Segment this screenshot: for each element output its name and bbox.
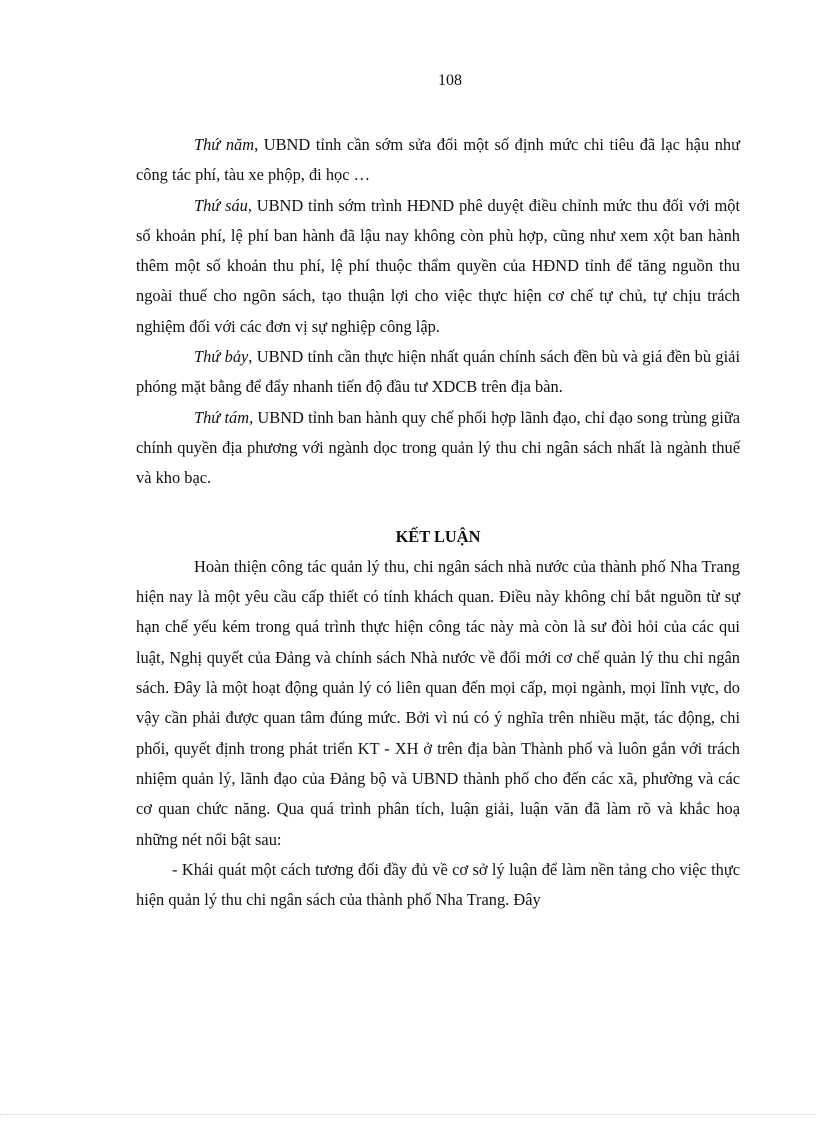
recommendation-paragraph-5 [136, 130, 740, 191]
recommendation-text: , UBND tỉnh cần thực hiện nhất quán chính sách đền bù và giá đền bù giải phóng mặt bằng để đẩy nhanh tiến độ đầu tư XDCB trên địa bàn. [136, 347, 741, 397]
recommendation-lead: Thứ năm [194, 135, 255, 154]
conclusion-point: - Khái quát một cách tương đối đầy đủ về cơ sở lý luận để làm nền tảng cho việc thực hiện quản lý thu chi ngân sách của thành phố Nha Trang. Đây [136, 859, 740, 910]
recommendation-text: , UBND tỉnh sớm trình HĐND phê duyệt điều chỉnh mức thu đối với một số khoản phí, lệ phí ban hành đã lậu nay không còn phù hợp, cũng như xem xột ban hành thêm một số khoản thu phí, lệ phí thuộc thẩm quyền của HĐND tỉnh để tăng nguồn thu ngoài thuế cho ngõn sách, tạo thuận lợi cho việc thực hiện cơ chế tự chủ, tự chịu trách nghiệm đối với các đơn vị sự nghiệp công lập. [136, 195, 740, 336]
recommendation-lead: Thứ bảy [194, 347, 249, 367]
recommendation-text: , UBND tỉnh cần sớm sửa đổi một số định mức chi tiêu đã lạc hậu như công tác phí, tàu xe phộp, đi học … [136, 135, 741, 185]
recommendation-paragraph-8 [136, 403, 740, 494]
conclusion-heading: KẾT LUẬN [395, 526, 481, 546]
recommendation-text: , UBND tỉnh ban hành quy chế phối hợp lãnh đạo, chỉ đạo song trùng giữa chính quyền địa phương với ngành dọc trong quản lý thu chi ngân sách nhất là ngành thuế và kho bạc. [136, 407, 741, 488]
recommendation-lead: Thứ tám [194, 407, 250, 427]
recommendation-lead: Thứ sáu [194, 195, 248, 215]
page-bottom-divider [0, 1114, 816, 1115]
recommendation-paragraph-7 [136, 342, 740, 403]
conclusion-paragraph: Hoàn thiện công tác quản lý thu, chi ngân sách nhà nước của thành phố Nha Trang hiện nay là một yêu cầu cấp thiết có tính khách quan. Điều này không chỉ bắt nguồn từ sự hạn chế yếu kém trong quá trình thực hiện công tác này mà còn là sư đòi hỏi của các qui luật, Nghị quyết của Đảng và chính sách Nhà nước về đổi mới cơ chế quản lý thu chi ngân sách. Đây là một hoạt động quản lý có liên quan đến mọi cấp, mọi ngành, mọi lĩnh vực, do vậy cần phải được quan tâm đúng mức. Bởi vì nú có ý nghĩa trên nhiều mặt, tác động, chi phối, quyết định trong phát triển KT - XH ở trên địa bàn Thành phố và luôn gắn với trách nhiệm quản lý, lãnh đạo của Đảng bộ và UBND thành phố cho đến các xã, phường và các cơ quan chức năng. Qua quá trình phân tích, luận giải, luận văn đã làm rõ và khắc hoạ những nét nổi bật sau: [136, 556, 740, 849]
recommendation-paragraph-6 [136, 191, 740, 342]
page-number: 108 [438, 72, 462, 89]
page-body [136, 130, 740, 915]
